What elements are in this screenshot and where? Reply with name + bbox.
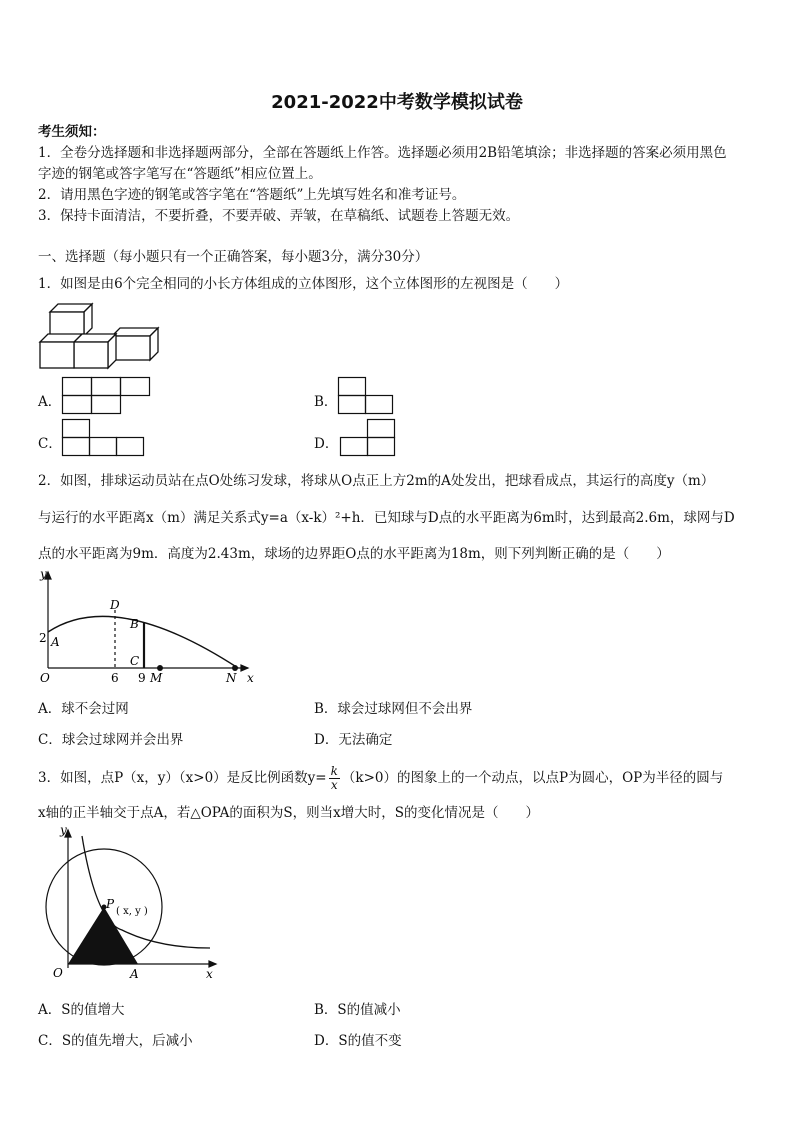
q3-option-a[interactable]: A．S的值增大 [38, 1002, 125, 1018]
fig-label: A [51, 635, 60, 649]
fig-label: B [130, 617, 139, 631]
q1-option-c[interactable]: C． [38, 436, 62, 452]
notice-heading: 考生须知： [38, 124, 106, 140]
q3-frac-den: x [330, 778, 338, 792]
fig-label: 2 [39, 631, 47, 645]
fig-label: D [110, 598, 120, 612]
fig-label: x [247, 671, 254, 685]
notice-item: 3．保持卡面清洁，不要折叠，不要弄破、弄皱，在草稿纸、试题卷上答题无效。 [38, 208, 520, 224]
q1-option-b-figure [338, 377, 398, 415]
q2-option-d[interactable]: D．无法确定 [314, 732, 393, 748]
fig-label: y [60, 823, 67, 837]
fig-label: y [40, 567, 47, 581]
q3-option-b[interactable]: B．S的值减小 [314, 1002, 401, 1018]
q3-fraction [329, 765, 340, 792]
q3-text: （k>0）的图象上的一个动点，以点P为圆心，OP为半径的圆与 [341, 770, 724, 786]
fig-label: O [53, 966, 63, 980]
page-title: 2021-2022中考数学模拟试卷 [271, 92, 523, 113]
question-2-line: 与运行的水平距离x（m）满足关系式y=a（x-k）²+h．已知球与D点的水平距离为6m时，达到最高2.6m，球网与D [38, 510, 735, 526]
q3-circle-figure [38, 822, 228, 982]
notice-item: 1．全卷分选择题和非选择题两部分，全部在答题纸上作答。选择题必须用2B铅笔填涂；非选择题的答案必须用黑色 [38, 145, 727, 161]
notice-item: 2．请用黑色字迹的钢笔或答字笔在“答题纸”上先填写姓名和准考证号。 [38, 187, 466, 203]
fig-label: 9 [138, 671, 146, 685]
fig-label: O [40, 671, 50, 685]
q1-option-d[interactable]: D． [314, 436, 339, 452]
q1-solid-figure [38, 298, 168, 370]
fig-label: N [226, 671, 237, 685]
fig-label: ( x, y ) [116, 906, 148, 917]
fig-label: x [206, 967, 213, 981]
q3-text: 3．如图，点P（x，y）（x>0）是反比例函数y= [38, 770, 327, 786]
question-1-text: 1．如图是由6个完全相同的小长方体组成的立体图形，这个立体图形的左视图是（ ） [38, 276, 569, 292]
q2-option-a[interactable]: A．球不会过网 [38, 701, 129, 717]
q2-trajectory-figure [38, 566, 258, 684]
q1-option-a[interactable]: A． [38, 394, 62, 410]
fig-label: 6 [111, 671, 119, 685]
fig-label: M [150, 671, 163, 685]
q3-frac-num: k [330, 764, 338, 778]
notice-item: 字迹的钢笔或答字笔写在“答题纸”相应位置上。 [38, 166, 322, 182]
question-3-line [38, 765, 723, 792]
q2-option-c[interactable]: C．球会过球网并会出界 [38, 732, 184, 748]
q2-option-b[interactable]: B．球会过球网但不会出界 [314, 701, 473, 717]
q1-option-b[interactable]: B． [314, 394, 338, 410]
q3-option-d[interactable]: D．S的值不变 [314, 1033, 402, 1049]
question-2-line: 2．如图，排球运动员站在点O处练习发球，将球从O点正上方2m的A处发出，把球看成点，其运行的高度y（m） [38, 473, 715, 489]
q1-option-d-figure [340, 419, 400, 457]
fig-label: C [130, 654, 140, 668]
fig-label: A [130, 967, 139, 981]
section-heading: 一、选择题（每小题只有一个正确答案，每小题3分，满分30分） [38, 249, 429, 265]
q3-option-c[interactable]: C．S的值先增大，后减小 [38, 1033, 193, 1049]
fig-label: P [106, 897, 115, 911]
question-2-line: 点的水平距离为9m．高度为2.43m，球场的边界距O点的水平距离为18m，则下列判断正确的是（ ） [38, 546, 670, 562]
q1-option-a-figure [62, 377, 152, 415]
question-3-line: x轴的正半轴交于点A，若△OPA的面积为S，则当x增大时，S的变化情况是（ ） [38, 805, 540, 821]
q1-option-c-figure [62, 419, 152, 457]
